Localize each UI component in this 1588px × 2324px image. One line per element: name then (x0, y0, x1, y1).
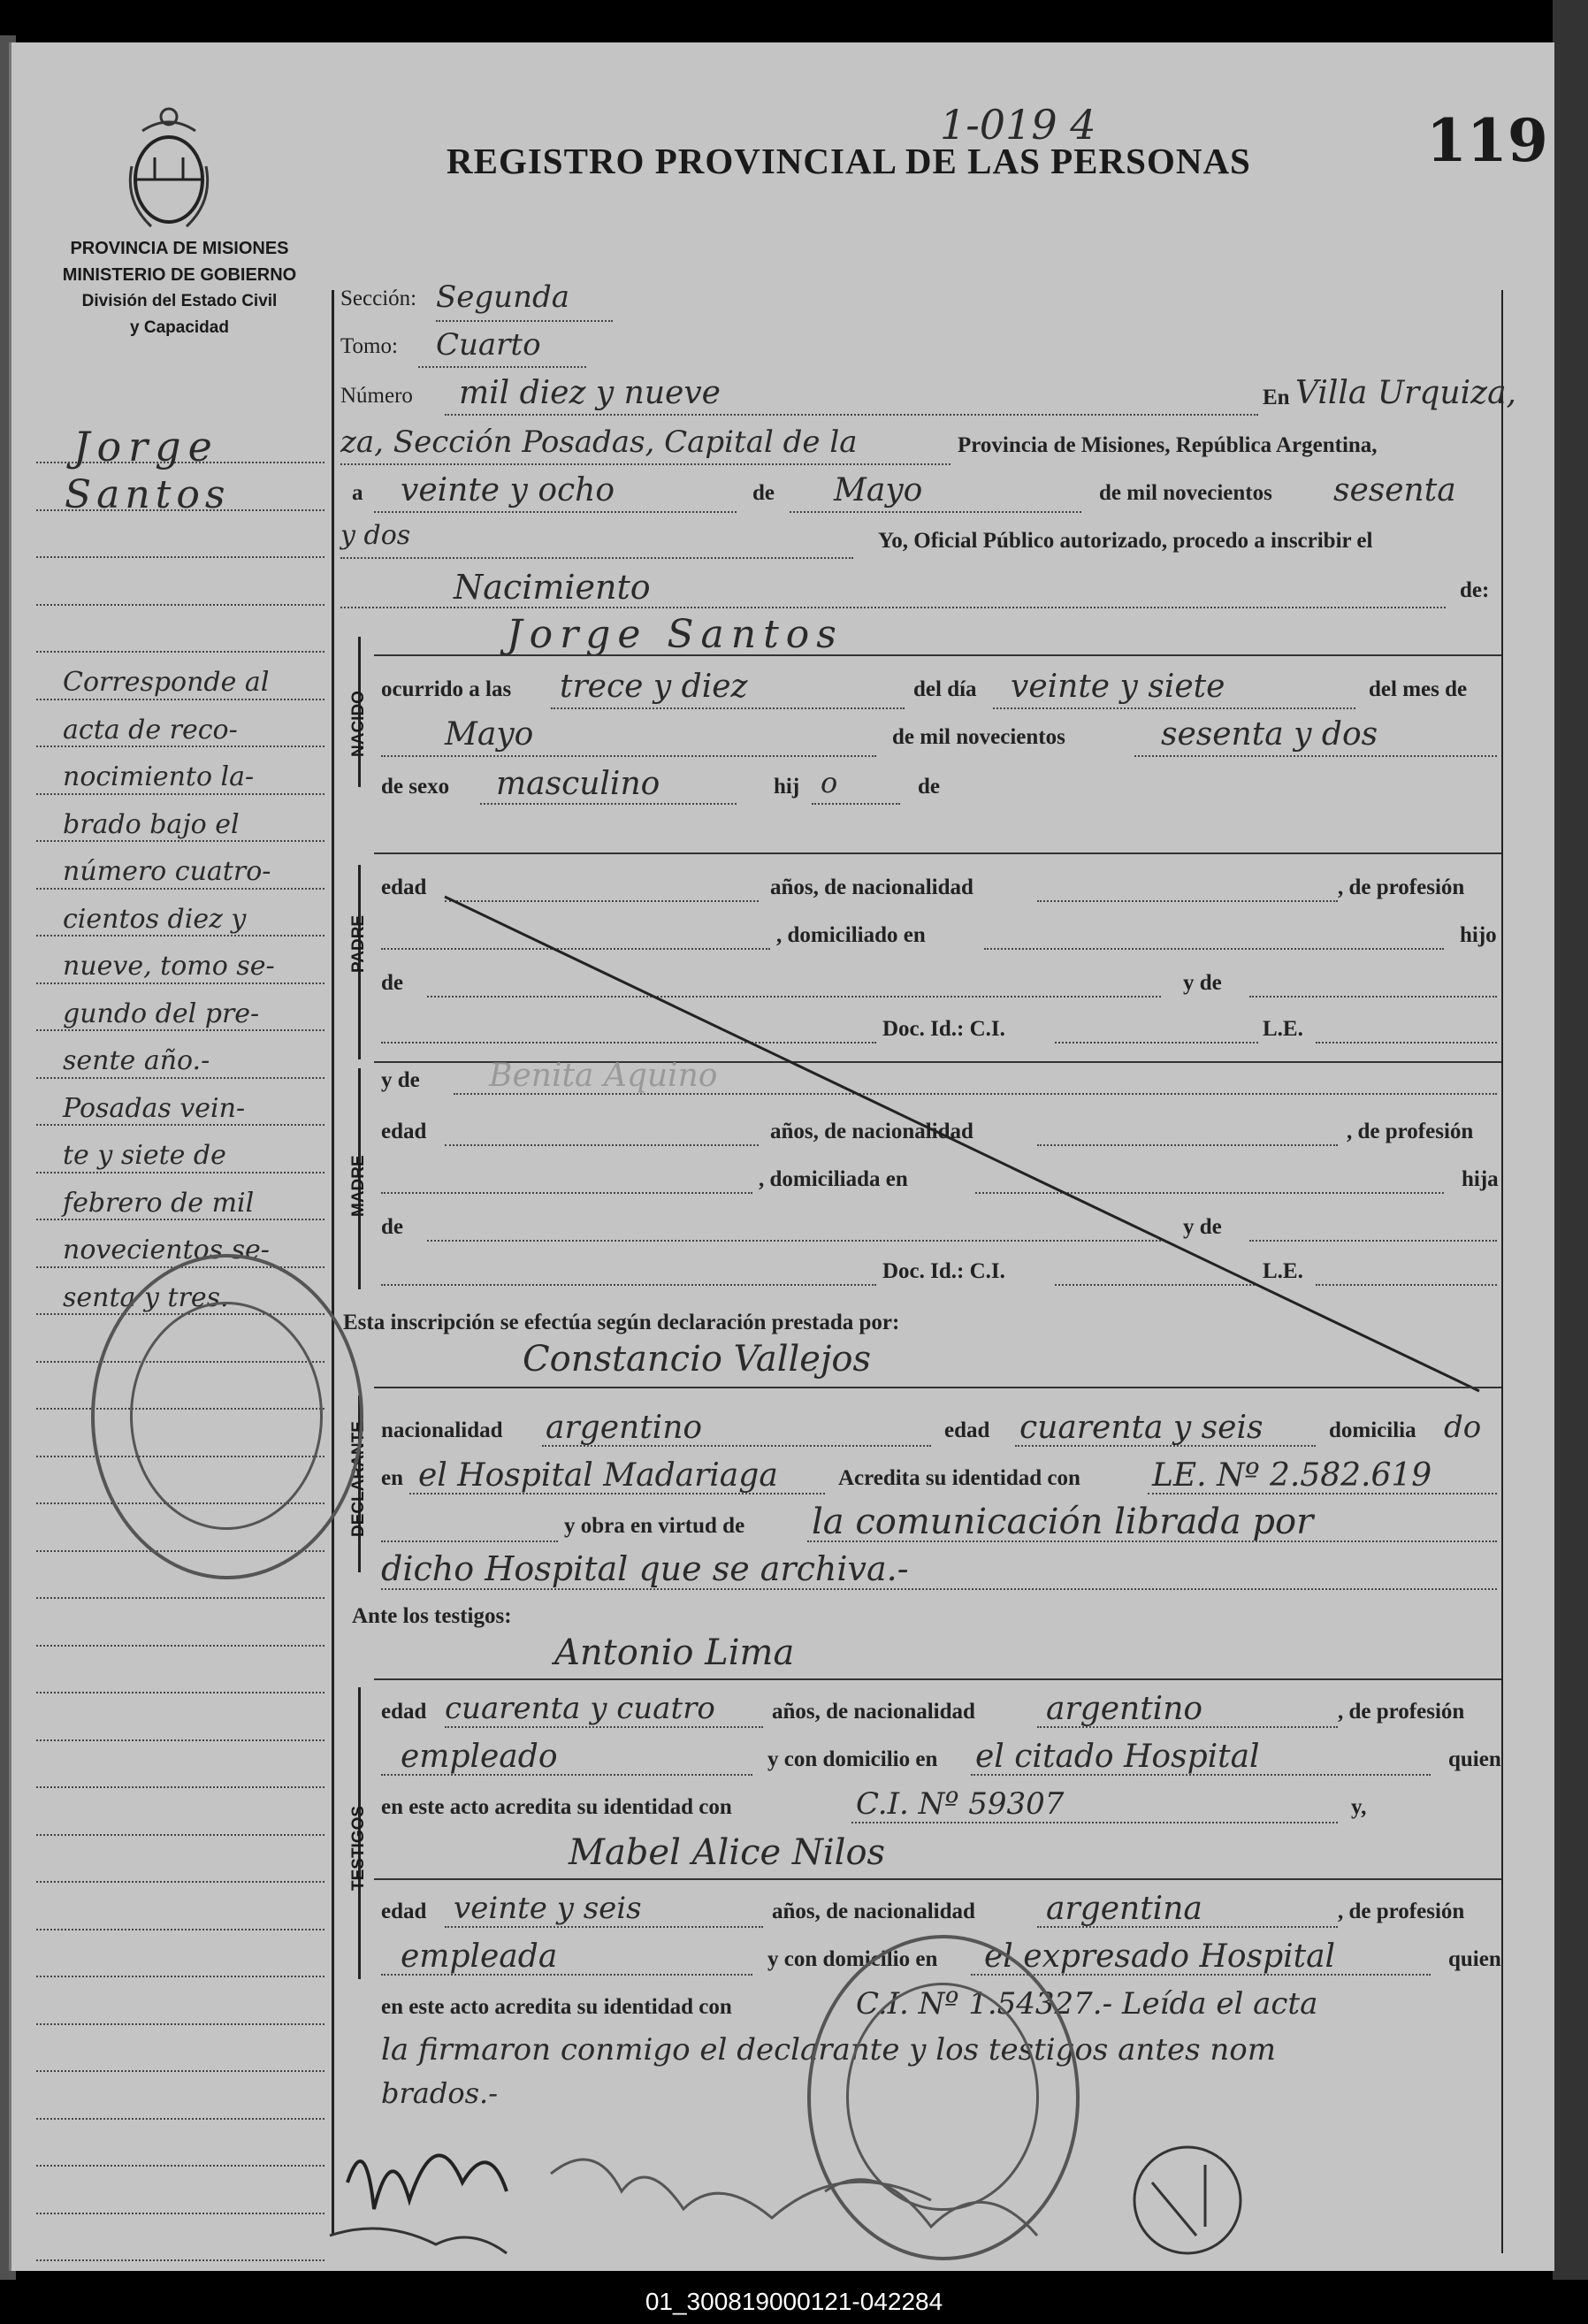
obra-value-line2: dicho Hospital que se archiva.- (381, 1549, 909, 1588)
margin-note-line: acta de reco- (63, 714, 238, 745)
handwritten-reference: 1-019 4 (940, 101, 1096, 149)
numero-value: mil diez y nueve (459, 375, 721, 411)
en-label: En (1263, 386, 1290, 409)
witness2-nacionalidad-label: años, de nacionalidad (772, 1900, 975, 1923)
day-value: veinte y ocho (401, 472, 615, 508)
witness2-edad-label: edad (381, 1900, 427, 1923)
domicilia-label: domicilia (1329, 1418, 1416, 1442)
de-mil-label: de mil novecientos (1099, 481, 1272, 505)
witness2-address-value: el expresado Hospital (984, 1938, 1336, 1975)
margin-note-line: senta y tres. (63, 1281, 229, 1313)
padre-side-label: PADRE (349, 914, 368, 973)
numero-label: Número (340, 384, 413, 408)
tomo-value: Cuarto (436, 327, 541, 363)
witness1-y-label: y, (1351, 1795, 1367, 1819)
page-number: 119 (1426, 106, 1548, 175)
margin-note-line: número cuatro- (63, 856, 271, 887)
en-address-label: en (381, 1466, 403, 1490)
madre-y-de-label-2: y de (1183, 1215, 1222, 1239)
declarant-address-value: el Hospital Madariaga (418, 1457, 778, 1494)
witness2-acredita-label: en este acto acredita su identidad con (381, 1995, 732, 2019)
cancel-strike-line (11, 42, 1554, 2271)
declarant-id-value: LE. Nº 2.582.619 (1152, 1457, 1432, 1494)
inscripcion-label: Esta inscripción se efectúa según declaración prestada por: (343, 1311, 900, 1334)
del-mes-label: del mes de (1369, 677, 1468, 701)
ocurrido-label: ocurrido a las (381, 677, 512, 701)
padre-edad-label: edad (381, 875, 427, 899)
mother-name-value: Benita Aquino (489, 1058, 718, 1094)
witness1-profesion-label: , de profesión (1338, 1700, 1465, 1724)
padre-y-de-label: y de (1183, 971, 1222, 995)
madre-profesion-label: , de profesión (1347, 1120, 1474, 1143)
year-value: sesenta (1333, 472, 1456, 508)
hij-label: hij (774, 775, 800, 799)
madre-doc-label: Doc. Id.: C.I. (882, 1259, 1005, 1283)
margin-note-line: febrero de mil (63, 1187, 255, 1219)
margin-note-line: brado bajo el (63, 808, 240, 840)
witness1-nacionalidad-label: años, de nacionalidad (772, 1700, 975, 1724)
hijo-label: hijo (1460, 923, 1497, 947)
margin-name-last: Santos (65, 472, 231, 517)
birth-month-value: Mayo (445, 716, 534, 753)
register-page (9, 42, 1554, 2271)
nacionalidad-label: nacionalidad (381, 1418, 503, 1442)
a-label: a (352, 481, 363, 505)
child-name-value: Jorge Santos (507, 612, 844, 657)
domicilia-suffix-value: do (1444, 1410, 1482, 1445)
margin-note-line: cientos diez y (63, 903, 247, 935)
madre-le-label: L.E. (1263, 1259, 1303, 1283)
obra-value-line1: la comunicación librada por (812, 1502, 1314, 1542)
nacido-side-label: NACIDO (349, 691, 368, 757)
padre-le-label: L.E. (1263, 1017, 1303, 1041)
de-mil-label-2: de mil novecientos (892, 725, 1065, 749)
testigos-side-label: TESTIGOS (349, 1805, 368, 1891)
issuer-line: y Capacidad (130, 318, 229, 337)
tomo-label: Tomo: (340, 334, 398, 358)
closing-line-2: brados.- (381, 2076, 499, 2110)
witness1-address-value: el citado Hospital (975, 1739, 1260, 1775)
page-title: REGISTRO PROVINCIAL DE LAS PERSONAS (447, 141, 1251, 181)
madre-side-label: MADRE (349, 1155, 368, 1217)
witness2-profesion-label: , de profesión (1338, 1900, 1465, 1923)
seccion-value: Segunda (436, 279, 570, 315)
madre-de-label: de (381, 1215, 403, 1239)
padre-profesion-label: , de profesión (1338, 875, 1465, 899)
witness2-age-value: veinte y seis (454, 1891, 642, 1926)
padre-domicilio-label: , domiciliado en (776, 923, 926, 947)
closing-line-1: la firmaron conmigo el declarante y los testigos antes nom (381, 2032, 1276, 2068)
official-seal-left (91, 1254, 363, 1579)
de-label: de (752, 481, 775, 505)
madre-domicilio-label: , domiciliada en (759, 1167, 908, 1191)
declarant-edad-label: edad (944, 1418, 990, 1442)
margin-note-line: te y siete de (63, 1140, 226, 1171)
place-value: Villa Urquiza, (1295, 375, 1516, 411)
image-id-footer: 01_300819000121-042284 (0, 2280, 1588, 2324)
de-colon-label: de: (1460, 578, 1490, 602)
place-continued: za, Sección Posadas, Capital de la (340, 424, 858, 460)
declarant-age-value: cuarenta y seis (1019, 1410, 1264, 1446)
sexo-label: de sexo (381, 775, 450, 799)
acto-value: Nacimiento (454, 568, 651, 607)
witness1-acredita-label: en este acto acredita su identidad con (381, 1795, 732, 1819)
padre-doc-label: Doc. Id.: C.I. (882, 1017, 1005, 1041)
margin-note-line: Corresponde al (63, 667, 270, 698)
witness2-domicilio-label: y con domicilio en (767, 1947, 938, 1971)
month-value: Mayo (834, 472, 923, 508)
margin-note-line: nocimiento la- (63, 761, 255, 792)
de-parent-label: de (918, 775, 940, 799)
declarante-side-label: DECLARANTE (349, 1421, 368, 1537)
page-edge-right (1553, 0, 1588, 2282)
margin-note-line: Posadas vein- (63, 1092, 246, 1124)
witness1-quien-label: quien (1448, 1747, 1501, 1771)
declarant-nationality-value: argentino (546, 1410, 703, 1446)
margin-note-line: gundo del pre- (63, 998, 260, 1029)
issuer-line: División del Estado Civil (81, 292, 278, 310)
witness2-profession-value: empleada (401, 1938, 558, 1975)
witness1-edad-label: edad (381, 1700, 427, 1724)
sex-value: masculino (496, 766, 660, 802)
witness2-name-value: Mabel Alice Nilos (569, 1832, 886, 1873)
ante-testigos-label: Ante los testigos: (352, 1604, 512, 1628)
year-end-value: y dos (340, 520, 411, 551)
madre-edad-label: edad (381, 1120, 427, 1143)
issuer-line: PROVINCIA DE MISIONES (70, 239, 289, 258)
issuer-line: MINISTERIO DE GOBIERNO (62, 265, 297, 285)
witness2-id-value: C.I. Nº 1.54327.- Leída el acta (856, 1986, 1318, 2022)
margin-note-line: novecientos se- (63, 1235, 270, 1265)
obra-label: y obra en virtud de (564, 1514, 745, 1538)
birth-year-value: sesenta y dos (1161, 716, 1378, 753)
witness1-id-value: C.I. Nº 59307 (856, 1786, 1065, 1822)
witness1-domicilio-label: y con domicilio en (767, 1747, 938, 1771)
seccion-label: Sección: (340, 287, 417, 310)
margin-note-line: sente año.- (63, 1045, 210, 1076)
declarant-name-value: Constancio Vallejos (523, 1339, 871, 1380)
hour-value: trece y diez (560, 669, 748, 705)
madre-nacionalidad-label: años, de nacionalidad (770, 1120, 973, 1143)
witness1-nationality-value: argentino (1046, 1691, 1203, 1727)
witness2-nationality-value: argentina (1046, 1891, 1202, 1927)
witness1-name-value: Antonio Lima (554, 1632, 795, 1673)
margin-note-line: nueve, tomo se- (63, 951, 275, 982)
hija-label: hija (1462, 1167, 1499, 1191)
acredita-label: Acredita su identidad con (838, 1466, 1080, 1490)
witness2-quien-label: quien (1448, 1947, 1501, 1971)
birth-day-value: veinte y siete (1011, 669, 1225, 705)
madre-y-de-label: y de (381, 1068, 420, 1092)
padre-nacionalidad-label: años, de nacionalidad (770, 875, 973, 899)
del-dia-label: del día (913, 677, 977, 701)
provincia-label: Provincia de Misiones, República Argentina, (958, 433, 1378, 457)
hij-suffix-value: o (821, 766, 838, 799)
signatures (312, 2103, 1462, 2271)
margin-name-first: Jorge (73, 423, 219, 470)
witness1-age-value: cuarenta y cuatro (445, 1691, 715, 1726)
padre-de-label: de (381, 971, 403, 995)
yo-oficial-label: Yo, Oficial Público autorizado, procedo a inscribir el (878, 529, 1373, 553)
witness1-profession-value: empleado (401, 1739, 558, 1775)
